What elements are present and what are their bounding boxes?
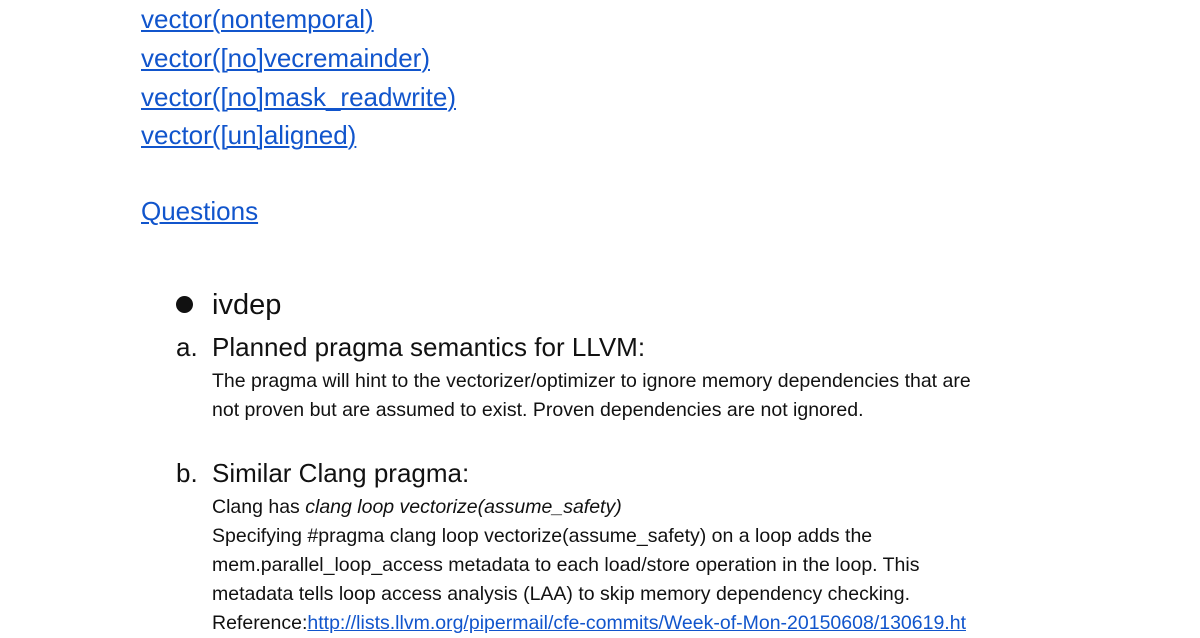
reference-label: Reference:: [212, 612, 308, 634]
toc-link-questions[interactable]: Questions: [141, 196, 259, 226]
paragraph-line: metadata tells loop access analysis (LAA) to skip memory dependency checking.: [212, 583, 911, 605]
paragraph-line: mem.parallel_loop_access metadata to each load/store operation in the loop. This: [212, 554, 920, 576]
paragraph-line: Specifying #pragma clang loop vectorize(assume_safety) on a loop adds the: [212, 525, 873, 547]
toc-link-aligned[interactable]: vector([un]aligned): [141, 120, 357, 150]
subheading-similar-clang: Similar Clang pragma:: [212, 458, 470, 488]
list-marker-b: b.: [176, 458, 198, 488]
reference-line: [212, 609, 966, 638]
subheading-planned-semantics: Planned pragma semantics for LLVM:: [212, 332, 646, 362]
toc-link-vecremainder[interactable]: vector([no]vecremainder): [141, 43, 430, 73]
paragraph-line: not proven but are assumed to exist. Proven dependencies are not ignored.: [212, 399, 864, 421]
bullet-dot-icon: [176, 296, 193, 313]
reference-link[interactable]: http://lists.llvm.org/pipermail/cfe-commits/Week-of-Mon-20150608/130619.ht: [307, 612, 966, 634]
clang-has-line: [212, 493, 622, 522]
toc-link-nontemporal[interactable]: vector(nontemporal): [141, 4, 374, 34]
clang-pragma-italic: clang loop vectorize(assume_safety): [305, 496, 622, 518]
clang-has-prefix: Clang has: [212, 496, 306, 518]
toc-link-mask-readwrite[interactable]: vector([no]mask_readwrite): [141, 82, 456, 112]
section-title: ivdep: [212, 289, 282, 321]
list-marker-a: a.: [176, 332, 198, 362]
paragraph-line: The pragma will hint to the vectorizer/optimizer to ignore memory dependencies that are: [212, 370, 971, 392]
